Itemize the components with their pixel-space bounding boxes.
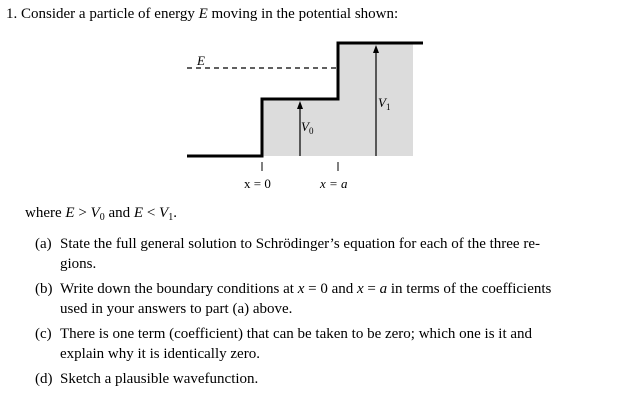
part-b-label: (b) (35, 281, 53, 297)
part-d-line1: Sketch a plausible wavefunction. (60, 371, 259, 387)
part-b-pre: Write down the boundary conditions at (60, 281, 294, 297)
condition-e2: E (133, 205, 144, 221)
xa-label: x = a (320, 176, 348, 191)
part-a-line2: gions. (60, 256, 97, 272)
v0-label: $V_0$ (301, 119, 314, 136)
part-d-label: (d) (35, 371, 53, 387)
problem-number: 1. (6, 6, 18, 22)
part-c-label: (c) (35, 326, 52, 342)
part-b-eq0: = 0 and (308, 281, 354, 297)
part-b-line2: used in your answers to part (a) above. (60, 301, 293, 317)
problem-intro-tail: moving in the potential shown: (211, 6, 399, 22)
energy-symbol: E (198, 6, 208, 22)
part-b-line1 (60, 280, 551, 298)
part-a-label: (a) (35, 236, 52, 252)
condition-v0-sub: 0 (99, 212, 105, 223)
condition-and: and (108, 205, 131, 221)
problem-intro: Consider a particle of energy (21, 6, 195, 22)
condition-lt: < (146, 205, 156, 221)
condition-period: . (173, 205, 177, 221)
condition-lead: where (25, 205, 62, 221)
part-a-line1: State the full general solution to Schrödinger’s equation for each of the three re- (60, 236, 540, 252)
part-c-line2: explain why it is identically zero. (60, 346, 260, 362)
condition-line (25, 204, 177, 222)
energy-label: E (197, 53, 205, 68)
condition-v1: V (159, 205, 169, 221)
v1-label: $V_1$ (378, 95, 391, 112)
condition-v1-sub: 1 (168, 212, 174, 223)
part-b-eqa: = (367, 281, 376, 297)
part-b-x2: x (356, 281, 364, 297)
condition-gt: > (78, 205, 87, 221)
x0-label: x = 0 (244, 176, 271, 191)
condition-e1: E (65, 205, 75, 221)
part-b-a: a (379, 281, 388, 297)
condition-v0: V (90, 205, 100, 221)
part-c-line1: There is one term (coefficient) that can be taken to be zero; which one is it and (60, 326, 533, 342)
part-b-x: x (297, 281, 305, 297)
part-b-post: in terms of the coefficients (390, 281, 552, 297)
